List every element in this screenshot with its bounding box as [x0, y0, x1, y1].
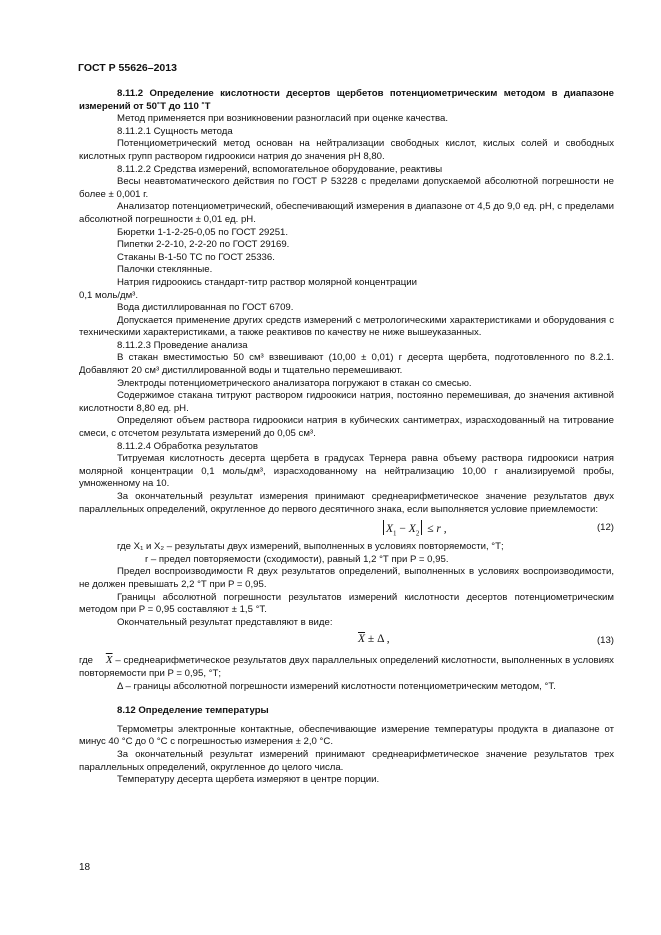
formula-sub-1: 1 — [393, 529, 397, 538]
formula-legend: r – предел повторяемости (сходимости), равный 1,2 °Т при P = 0,95. — [145, 553, 449, 565]
document-body — [79, 88, 614, 787]
formula-relation: ≤ r , — [427, 523, 447, 536]
formula-12 — [79, 518, 614, 539]
paragraph: Анализатор потенциометрический, обеспечивающий измерения в диапазоне от 4,5 до 9,0 ед. pH, с пределами абсолютной погрешности ± 0,01 ед. pH. — [79, 201, 614, 225]
paragraph: Электроды потенциометрического анализатора погружают в стакан со смесью. — [117, 377, 472, 389]
page-header: ГОСТ Р 55626–2013 — [78, 62, 177, 74]
subsection-heading: 8.11.2.2 Средства измерений, вспомогательное оборудование, реактивы — [117, 163, 443, 175]
paragraph: Термометры электронные контактные, обеспечивающие измерение температуры продукта в диапазоне от минус 40 °С до 0 °С с погрешностью измерения ± 2,0 °С. — [79, 723, 614, 748]
paragraph: Потенциометрический метод основан на нейтрализации свободных кислот, кислых солей и свободных кислотных групп раствором гидроокиси натрия до значения pH 8,80. — [79, 138, 614, 162]
legend-where: где — [79, 655, 94, 667]
paragraph: В стакан вместимостью 50 см³ взвешивают (10,00 ± 0,01) г десерта щербета, подготовленного по 8.2.1. Добавляют 20 см³ дистиллированной воды и тщательно перемешивают. — [79, 352, 614, 377]
abs-bar-left — [383, 520, 384, 535]
formula-legend: Δ – границы абсолютной погрешности измерений кислотности потенциометрическим методом, °Т. — [117, 680, 556, 692]
paragraph: Окончательный результат представляют в виде: — [117, 616, 333, 628]
page-number: 18 — [79, 862, 91, 873]
formula-13 — [79, 631, 614, 652]
paragraph: Температуру десерта щербета измеряют в центре порции. — [117, 774, 380, 786]
formula-12-expression — [381, 520, 447, 540]
paragraph: Титруемая кислотность десерта щербета в градусах Тернера равна объему раствора гидроокиси натрия молярной концентрации 0,1 моль/дм³, израсходованному на нейтрализацию 10,00 г анализируемой пробы, умноженному на 10. — [79, 453, 614, 490]
formula-var-x1: X — [386, 523, 394, 536]
legend-var-x-mean: $\overline{X}$ — [105, 654, 113, 667]
formula-sub-2: 2 — [415, 529, 420, 538]
spacer — [79, 693, 614, 705]
subsection-heading: 8.11.2.3 Проведение анализа — [117, 339, 248, 351]
list-item: Палочки стеклянные. — [117, 264, 213, 276]
paragraph: Определяют объем раствора гидроокиси натрия в кубических сантиметрах, израсходованный на титрование смеси, с отсчетом результата измерений до 0,05 см³. — [79, 415, 614, 440]
paragraph: Предел воспроизводимости R двух результатов определений, выполненных в условиях воспроизводимости, не должен превышать 2,2 °Т при P = 0,95. — [79, 566, 614, 590]
paragraph: Содержимое стакана титруют раствором гидроокиси натрия, постоянно перемешивая, до значения активной кислотности 8,80 ед. pH. — [79, 390, 614, 414]
paragraph: За окончательный результат измерений принимают среднеарифметическое значение результатов трех параллельных определений, округленное до целого числа. — [79, 748, 614, 773]
abs-bar-right — [421, 520, 422, 535]
section-title-8-11-2: 8.11.2 Определение кислотности десертов щербетов потенциометрическим методом в диапазоне измерений от 50˚Т до 110 ˚Т — [79, 88, 614, 112]
subsection-heading: 8.11.2.1 Сущность метода — [117, 125, 233, 137]
list-item: Вода дистиллированная по ГОСТ 6709. — [117, 302, 294, 314]
list-item-continuation: 0,1 моль/дм³. — [79, 289, 139, 301]
formula-12-number: (12) — [596, 522, 614, 534]
formula-legend — [79, 654, 614, 680]
paragraph: Весы неавтоматического действия по ГОСТ Р 53228 с пределами допускаемой абсолютной погрешности не более ± 0,001 г. — [79, 176, 614, 200]
formula-13-number: (13) — [596, 635, 614, 647]
list-item: Бюретки 1-1-2-25-0,05 по ГОСТ 29251. — [117, 226, 289, 238]
formula-rest: ± Δ , — [367, 633, 390, 646]
list-item: Натрия гидроокись стандарт-титр раствор молярной концентрации — [117, 276, 417, 288]
legend-text: – среднеарифметическое результатов двух параллельных определений кислотности, выполненных в условиях повторяемости при P = 0,95, °Т; — [79, 655, 614, 679]
formula-minus: − — [399, 523, 406, 536]
list-item: Пипетки 2-2-10, 2-2-20 по ГОСТ 29169. — [117, 239, 290, 251]
formula-var-x-mean: $\overline{X}$ — [358, 633, 366, 646]
paragraph: Границы абсолютной погрешности результатов измерений кислотности десертов потенциометрическим методом при P = 0,95 составляют ± 1,5 °Т. — [79, 591, 614, 616]
paragraph: За окончательный результат измерения принимают среднеарифметическое значение результатов двух параллельных определений, округленное до первого десятичного знака, если выполняется условие приемлемости: — [79, 491, 614, 515]
formula-13-expression — [358, 633, 390, 646]
formula-legend: где X₁ и X₂ – результаты двух измерений, выполненных в условиях повторяемости, °Т; — [117, 541, 504, 553]
formula-var-x2: X — [408, 523, 416, 536]
paragraph: Допускается применение других средств измерений с метрологическими характеристиками и оборудования с техническими характеристиками, а также реактивов по качеству не ниже вышеуказанных. — [79, 314, 614, 339]
paragraph: Метод применяется при возникновении разногласий при оценке качества. — [117, 113, 448, 125]
list-item: Стаканы В-1-50 ТС по ГОСТ 25336. — [117, 251, 275, 263]
subsection-heading: 8.11.2.4 Обработка результатов — [117, 440, 258, 452]
section-title-8-12: 8.12 Определение температуры — [117, 705, 269, 717]
